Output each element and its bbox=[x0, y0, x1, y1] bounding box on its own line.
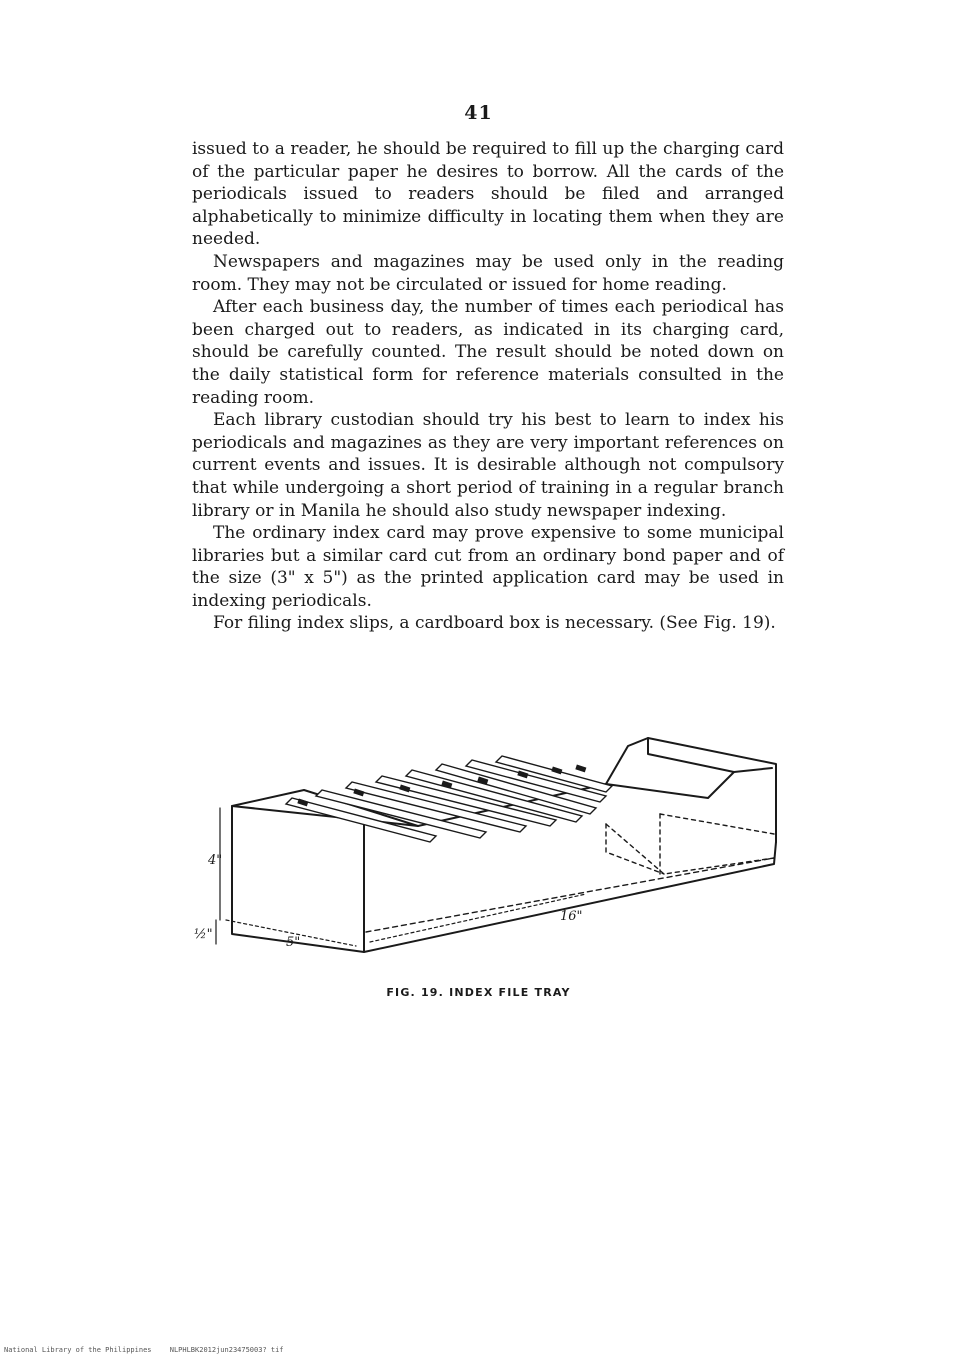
page-number: 41 bbox=[464, 102, 493, 124]
tray-back-notch bbox=[606, 738, 734, 798]
paragraph: For filing index slips, a cardboard box is necessary. (See Fig. 19). bbox=[213, 613, 776, 634]
card-tab bbox=[575, 765, 586, 773]
paragraph: issued to a reader, he should be required to fill up the charging card of the particular paper he desires to borrow. All the cards of the periodicals issued to readers should be filed and arranged alphabetically to minimize difficulty in locating them when they are needed. bbox=[192, 139, 784, 250]
dimension-label-length: 16" bbox=[560, 909, 583, 924]
index-file-tray-drawing bbox=[186, 724, 806, 974]
paragraph: The ordinary index card may prove expensive to some municipal libraries but a similar card cut from an ordinary bond paper and of the size (3" x 5") as the printed application card may be used in indexing periodicals. bbox=[192, 523, 784, 611]
tray-front-face bbox=[232, 806, 364, 952]
paragraph: Each library custodian should try his best to learn to index his periodicals and magazines as they are very important references on current events and issues. It is desirable although not compulsory that while undergoing a short period of training in a regular branch library or in Manila he should also study newspaper indexing. bbox=[192, 410, 784, 521]
footer-identifier: NLPHLBK2012jun23475003? tif bbox=[169, 1346, 284, 1354]
tray-inner-dashed bbox=[660, 814, 774, 834]
figure-caption: FIG. 19. INDEX FILE TRAY bbox=[386, 986, 571, 999]
dimension-line bbox=[370, 894, 586, 942]
dimension-label-width: 5" bbox=[286, 935, 301, 950]
paragraph: After each business day, the number of times each periodical has been charged out to readers, as indicated in its charging card, should be carefully counted. The result should be noted down on the daily statistical form for reference materials consulted in the reading room. bbox=[192, 297, 784, 408]
dimension-label-height: 4" bbox=[208, 853, 223, 868]
index-file-tray-figure bbox=[186, 724, 806, 974]
paragraph: Newspapers and magazines may be used only in the reading room. They may not be circulated or issued for home reading. bbox=[192, 251, 784, 295]
footer-source: National Library of the Philippines bbox=[4, 1346, 152, 1354]
body-text bbox=[192, 138, 784, 635]
dimension-label-fraction: ½" bbox=[194, 927, 213, 942]
tray-back-inner bbox=[734, 768, 772, 772]
scan-footer bbox=[4, 1346, 284, 1354]
tray-inner-dashed bbox=[606, 824, 774, 874]
